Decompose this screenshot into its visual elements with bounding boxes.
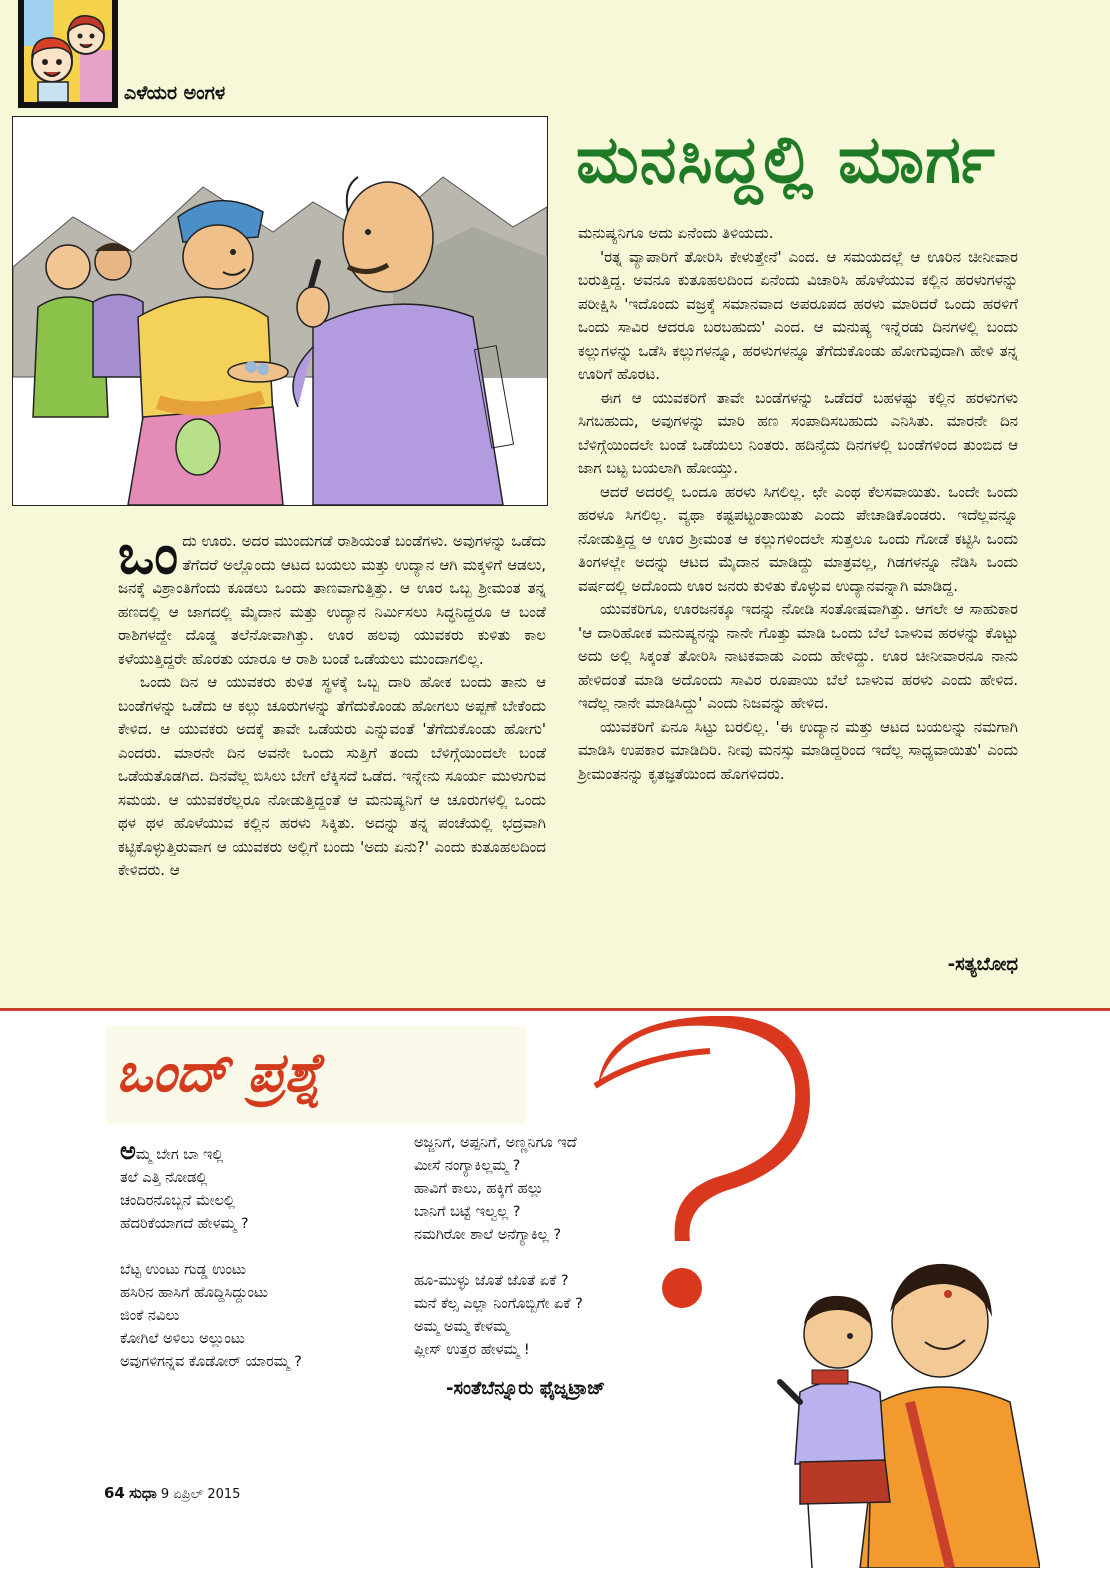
story-paragraph-text: ದು ಊರು. ಅದರ ಮುಂದುಗಡೆ ರಾಶಿಯಂತೆ ಬಂಡೆಗಳು. ಅವುಗಳನ್ನು ಒಡೆದು ತೆಗೆದರೆ ಅಲ್ಲೊಂದು ಆಟದ ಬಯಲು ಮತ್ತು ಉದ್ಯಾನ ಆಗಿ ಮಕ್ಕಳಿಗೆ ಆಡಲು, ಜನಕ್ಕೆ ವಿಶ್ರಾಂತಿಗೆಂದು ಕೂಡಲು ಒಂದು ತಾಣವಾಗುತ್ತಿತ್ತು. ಆ ಊರ ಒಬ್ಬ ಶ್ರೀಮಂತ ತನ್ನ ಹಣದಲ್ಲಿ ಆ ಜಾಗದಲ್ಲಿ ಮೈದಾನ ಮತ್ತು ಉದ್ಯಾನ ನಿರ್ಮಿಸಲು ಸಿದ್ಧನಿದ್ದರೂ ಆ ಬಂಡೆ ರಾಶಿಗಳದ್ದೇ ದೊಡ್ಡ ತಲೆನೋವಾಗಿತ್ತು. ಊರ ಹಲವು ಯುವಕರು ಕುಳಿತು ಕಾಲ ಕಳೆಯುತ್ತಿದ್ದರೇ ಹೊರತು ಯಾರೂ ಆ ರಾಶಿ ಬಂಡೆ ಒಡೆಯಲು ಮುಂದಾಗಲಿಲ್ಲ. bbox=[118, 532, 546, 668]
story-paragraph: ಈಗ ಆ ಯುವಕರಿಗೆ ತಾವೇ ಬಂಡೆಗಳನ್ನು ಒಡೆದರೆ ಬಹಳಷ್ಟು ಕಲ್ಲಿನ ಹರಳುಗಳು ಸಿಗಬಹುದು, ಅವುಗಳನ್ನು ಮಾರಿ ಹಣ ಸಂಪಾದಿಸಬಹುದು ಎನಿಸಿತು. ಮಾರನೇ ದಿನ ಬೆಳಿಗ್ಗೆಯಿಂದಲೇ ಬಂಡೆ ಒಡೆಯಲು ನಿಂತರು. ಹದಿನೈದು ದಿನಗಳಲ್ಲಿ ಬಂಡೆಗಳಿಂದ ತುಂಬಿದ ಆ ಜಾಗ ಬಟ್ಟ ಬಯಲಾಗಿ ಹೋಯ್ತು. bbox=[578, 388, 1018, 477]
poem-line: ಪ್ಲೀಸ್ ಉತ್ತರ ಹೇಳಮ್ಮ ! bbox=[414, 1342, 530, 1358]
issue-date: 9 ಏಪ್ರಿಲ್ 2015 bbox=[160, 1487, 241, 1502]
section-logo bbox=[18, 0, 118, 108]
story-paragraph: ಯುವಕರಿಗೂ, ಊರಜನಕ್ಕೂ ಇದನ್ನು ನೋಡಿ ಸಂತೋಷವಾಗಿತ್ತು. ಆಗಲೇ ಆ ಸಾಹುಕಾರ 'ಆ ದಾರಿಹೋಕ ಮನುಷ್ಯನನ್ನು ನಾನೇ ಗೊತ್ತು ಮಾಡಿ ಒಂದು ಬೆಲೆ ಬಾಳುವ ಹರಳನ್ನು ಕೊಟ್ಟು ಅದು ಅಲ್ಲಿ ಸಿಕ್ಕಂತೆ ತೋರಿಸಿ ನಾಟಕವಾಡು ಎಂದು ಹೇಳಿದ್ದು. ಊರ ಚೀನೀವಾರನೂ ನಾನು ಹೇಳಿದಂತೆ ಮಾಡಿ ಅದೊಂದು ಸಾವಿರ ರೂಪಾಯಿ ಬೆಲೆ ಬಾಳುವ ಹರಳು ಎಂದು ಹೇಳಿದ. ಇದೆಲ್ಲ ನಾನೇ ಮಾಡಿಸಿದ್ದು' ಎಂದು ನಿಜವನ್ನು ಹೇಳಿದ. bbox=[578, 600, 1018, 712]
magazine-name: ಸುಧಾ bbox=[129, 1484, 157, 1502]
poem-line: ನಮಗಿರೋ ಶಾಲೆ ಅನೆಗ್ಯಾಕಿಲ್ಲ ? bbox=[414, 1227, 562, 1243]
poem-line: ಮೀಸೆ ನಂಗ್ಯಾಕಿಲ್ಲಮ್ಮ ? bbox=[414, 1158, 521, 1174]
poem-title-box bbox=[106, 1026, 526, 1124]
kids-logo-icon bbox=[24, 0, 112, 102]
poem-line: ಅವುಗಳಿಗನ್ನವ ಕೊಡೋರ್ ಯಾರಮ್ಮ ? bbox=[120, 1354, 302, 1370]
poem-line: ಹಾವಿಗೆ ಕಾಲು, ಹಕ್ಕಿಗೆ ಹಲ್ಲು bbox=[414, 1181, 544, 1197]
story-paragraph: ಯುವಕರಿಗೆ ಏನೂ ಸಿಟ್ಟು ಬರಲಿಲ್ಲ. 'ಈ ಉದ್ಯಾನ ಮತ್ತು ಆಟದ ಬಯಲನ್ನು ನಮಗಾಗಿ ಮಾಡಿಸಿ ಉಪಕಾರ ಮಾಡಿದಿರಿ. ನೀವು ಮನಸ್ಸು ಮಾಡಿದ್ದರಿಂದ ಇದೆಲ್ಲ ಸಾಧ್ಯವಾಯಿತು' ಎಂದು ಶ್ರೀಮಂತನನ್ನು ಕೃತಜ್ಞತೆಯಿಂದ ಹೊಗಳಿದರು. bbox=[578, 717, 1018, 783]
page-footer bbox=[104, 1484, 240, 1502]
page-number: 64 bbox=[104, 1484, 125, 1502]
poem-title: ಒಂದ್ ಪ್ರಶ್ನೆ bbox=[116, 1040, 324, 1104]
drop-cap: ಒಂ bbox=[118, 522, 179, 586]
poem-line: ಮನೆ ಕೆಲ್ಸ ಎಲ್ಲಾ ನಿಂಗೊಬ್ಬಿಗೇ ಏಕೆ ? bbox=[414, 1296, 583, 1312]
poem-line: ಕೋಗಿಲೆ ಅಳಿಲು ಅಲ್ಲುಂಟು bbox=[120, 1331, 245, 1347]
story-column-right bbox=[578, 222, 1018, 786]
poem-author: -ಸಂತೆಬೆನ್ನೂರು ಫೈಜ್ನಟ್ರಾಜ್ bbox=[446, 1378, 606, 1399]
story-paragraph bbox=[118, 522, 546, 671]
poem-line: ಜಿಂಕೆ ನವಿಲು bbox=[120, 1308, 180, 1324]
mother-child-image bbox=[740, 1252, 1040, 1568]
poem-line: ಹಸಿರಿನ ಹಾಸಿಗೆ ಹೊದ್ದಿಸಿದ್ದುಂಟು bbox=[120, 1285, 269, 1301]
story-paragraph: ಆದರೆ ಅದರಲ್ಲಿ ಒಂದೂ ಹರಳು ಸಿಗಲಿಲ್ಲ. ಛೇ ಎಂಥ ಕೆಲಸವಾಯಿತು. ಒಂದೇ ಒಂದು ಹರಳೂ ಸಿಗಲಿಲ್ಲ. ವ್ಯಥಾ ಕಷ್ಟಪಟ್ಟಂತಾಯಿತು ಎಂದು ಪೇಚಾಡಿಕೊಂಡರು. ಇದೆಲ್ಲವನ್ನೂ ನೋಡುತ್ತಿದ್ದ ಆ ಊರ ಶ್ರೀಮಂತ ಆ ಕಲ್ಲುಗಳಿಂದಲೇ ಸುತ್ತಲೂ ಒಂದು ಗೋಡೆ ಕಟ್ಟಿಸಿ ಒಂದು ತಿಂಗಳಲ್ಲೇ ಅದನ್ನು ಆಟದ ಮೈದಾನ ಮಾಡಿದ್ದು ಮಾತ್ರವಲ್ಲ, ಗಿಡಗಳನ್ನೂ ನೆಡಿಸಿ ಒಂದು ವರ್ಷದಲ್ಲಿ ಅದೊಂದು ಊರ ಜನರು ಕುಳಿತು ಕೊಳ್ಳುವ ಉದ್ಯಾನವನ್ನಾಗಿ ಮಾಡಿದ್ದ. bbox=[578, 482, 1018, 595]
cartoon-villagers-image bbox=[13, 117, 547, 505]
story-author: -ಸತ್ಯಬೋಧ bbox=[947, 954, 1018, 975]
poem-line: ಬೆಟ್ಟ ಉಂಟು ಗುಡ್ಡ ಉಂಟು bbox=[120, 1262, 247, 1278]
story-paragraph: 'ರತ್ನ ವ್ಯಾಪಾರಿಗೆ ತೋರಿಸಿ ಕೇಳುತ್ತೇನೆ' ಎಂದ. ಆ ಸಮಯದಲ್ಲೆ ಆ ಊರಿನ ಚೀನೀವಾರ ಬರುತ್ತಿದ್ದ. ಅವನೂ ಕುತೂಹಲದಿಂದ ಏನೆಂದು ವಿಚಾರಿಸಿ ಹೊಳೆಯುವ ಕಲ್ಲಿನ ಹರಳುಗಳನ್ನು ಪರೀಕ್ಷಿಸಿ 'ಇದೊಂದು ವಜ್ರಕ್ಕೆ ಸಮಾನವಾದ ಅಪರೂಪದ ಹರಳು ಮಾರಿದರೆ ಒಂದು ಹರಳಿಗೆ ಒಂದು ಸಾವಿರ ಆದರೂ ಬರಬಹುದು' ಎಂದ. ಆ ಮನುಷ್ಯ ಇನ್ನೆರಡು ದಿನಗಳಲ್ಲಿ ಬಂದು ಕಲ್ಲುಗಳನ್ನು ಒಡೆಸಿ ಕಲ್ಲುಗಳನ್ನೂ, ಹರಳುಗಳನ್ನೂ ತೆಗೆದುಕೊಂಡು ಹೋಗುವುದಾಗಿ ಹೇಳಿ ತನ್ನ ಊರಿಗೆ ಹೊರಟ. bbox=[578, 247, 1018, 383]
poem-line: ತಲೆ ಎತ್ತಿ ನೋಡಲ್ಲಿ bbox=[120, 1170, 208, 1186]
story-illustration bbox=[12, 116, 548, 506]
poem-line: ಬಾನಿಗೆ ಬಟ್ಟೆ ಇಲ್ವಲ್ಲ ? bbox=[414, 1204, 521, 1220]
poem-line: ಅಮ್ಮ ಬೇಗ ಬಾ ಇಲ್ಲಿ bbox=[120, 1137, 224, 1165]
story-title: ಮನಸಿದ್ದಲ್ಲಿ ಮಾರ್ಗ bbox=[576, 120, 996, 198]
story-paragraph: ಒಂದು ದಿನ ಆ ಯುವಕರು ಕುಳಿತ ಸ್ಥಳಕ್ಕೆ ಒಬ್ಬ ದಾರಿ ಹೋಕ ಬಂದು ತಾನು ಆ ಬಂಡೆಗಳನ್ನು ಒಡೆದು ಆ ಕಲ್ಲು ಚೂರುಗಳನ್ನು ತೆಗೆದುಕೊಂಡು ಹೋಗಲು ಅಪ್ಪಣೆ ಬೇಕೆಂದು ಕೇಳಿದ. ಆ ಯುವಕರು ಅದಕ್ಕೆ ತಾವೇ ಒಡೆಯರು ಎನ್ನುವಂತೆ 'ತೆಗೆದುಕೊಂಡು ಹೋಗು' ಎಂದರು. ಮಾರನೇ ದಿನ ಅವನೇ ಒಂದು ಸುತ್ತಿಗೆ ತಂದು ಬೆಳಿಗ್ಗೆಯಿಂದಲೇ ಬಂಡೆ ಒಡೆಯತೊಡಗಿದ. ದಿನವೆಲ್ಲ ಬಿಸಿಲು ಬೇಗೆ ಲೆಕ್ಕಿಸದೆ ಒಡೆದ. ಇನ್ನೇನು ಸೂರ್ಯ ಮುಳುಗುವ ಸಮಯ. ಆ ಯುವಕರೆಲ್ಲರೂ ನೋಡುತ್ತಿದ್ದಂತೆ ಆ ಮನುಷ್ಯನಿಗೆ ಆ ಚೂರುಗಳಲ್ಲಿ ಒಂದು ಥಳ ಥಳ ಹೊಳೆಯುವ ಕಲ್ಲಿನ ಹರಳು ಸಿಕ್ಕಿತು. ಅದನ್ನು ತನ್ನ ಪಂಚೆಯಲ್ಲಿ ಭದ್ರವಾಗಿ ಕಟ್ಟಿಕೊಳ್ಳುತ್ತಿರುವಾಗ ಆ ಯುವಕರು ಅಲ್ಲಿಗೆ ಬಂದು 'ಅದು ಏನು?' ಎಂದು ಕುತೂಹಲದಿಂದ ಕೇಳಿದರು. ಆ bbox=[118, 673, 546, 879]
poem-line: ಅಮ್ಮ ಅಮ್ಮ ಕೇಳಮ್ಮ bbox=[414, 1319, 509, 1335]
poem-column-left bbox=[120, 1137, 302, 1374]
poem-first-letter: ಅ bbox=[120, 1137, 136, 1165]
story-column-left bbox=[118, 522, 546, 883]
story-paragraph: ಮನುಷ್ಯನಿಗೂ ಅದು ಏನೆಂದು ತಿಳಿಯದು. bbox=[578, 224, 774, 242]
poem-column-right bbox=[414, 1132, 583, 1362]
poem-line: ಹೆದರಿಕೆಯಾಗದೆ ಹೇಳಮ್ಮ ? bbox=[120, 1216, 249, 1232]
section-label: ಎಳೆಯರ ಅಂಗಳ bbox=[124, 82, 226, 104]
poem-line: ಹೂ-ಮುಳ್ಳು ಜೊತೆ ಜೊತೆ ಏಕೆ ? bbox=[414, 1273, 569, 1289]
poem-line: ಚಂದಿರನೊಬ್ಬನೆ ಮೇಲಲ್ಲಿ bbox=[120, 1193, 235, 1209]
poem-line: ಅಜ್ಜನಿಗೆ, ಅಪ್ಪನಿಗೆ, ಅಣ್ಣನಿಗೂ ಇದೆ bbox=[414, 1135, 577, 1151]
